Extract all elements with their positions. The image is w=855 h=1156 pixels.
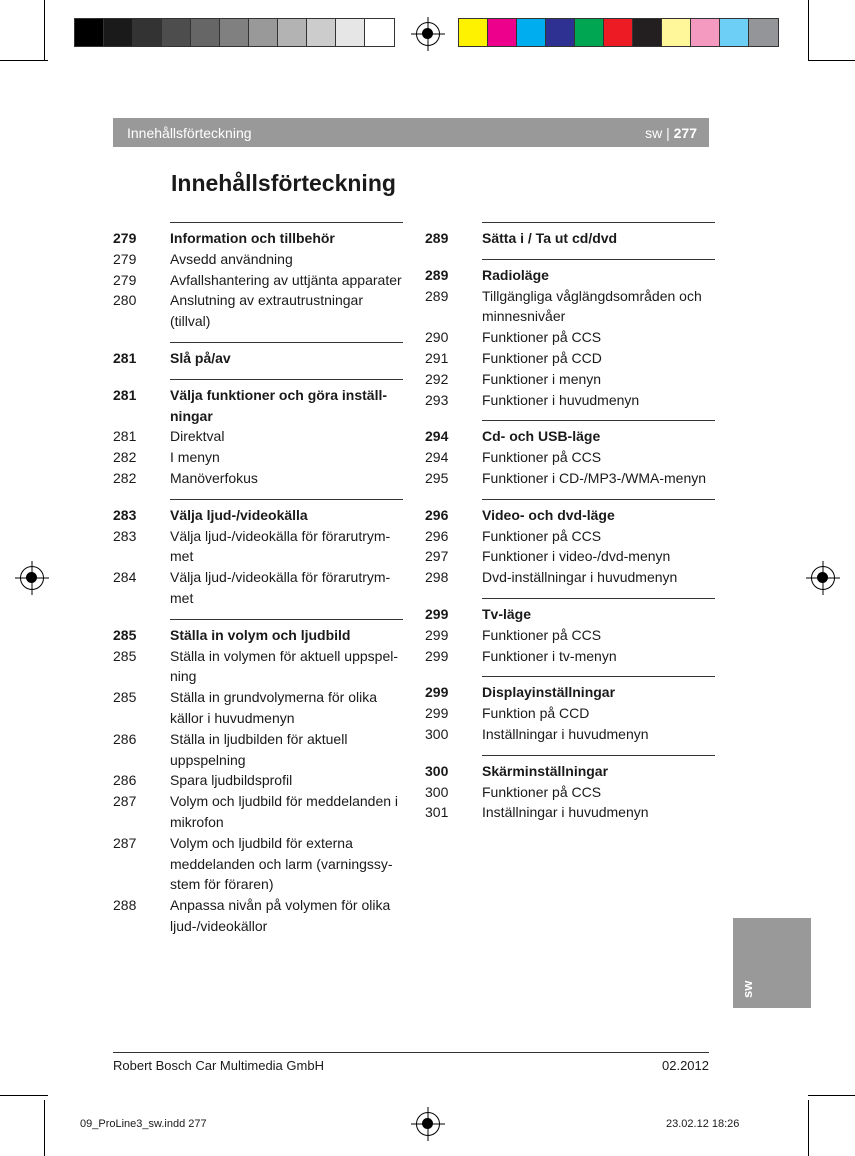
- toc-entry-title: Volym och ljudbild för externa meddelanden och larm (varningssy-stem för föraren): [170, 834, 393, 893]
- toc-entry-title: Funktioner i video-/dvd-menyn: [482, 548, 671, 565]
- toc-page-number: 299: [425, 605, 449, 622]
- registration-mark-icon: [811, 566, 835, 590]
- toc-entry: [113, 526, 403, 568]
- toc-page-number: 282: [113, 449, 137, 466]
- toc-section-heading: [113, 625, 403, 646]
- toc-page-number: 286: [113, 730, 137, 747]
- footer-company: Robert Bosch Car Multimedia GmbH: [113, 1058, 324, 1073]
- toc-entry-title: Funktioner i huvudmenyn: [482, 391, 640, 408]
- registration-mark-icon: [416, 1112, 440, 1136]
- color-swatch: [220, 19, 249, 46]
- toc-entry-title: Välja ljud-/videokälla för förarutrym-met: [170, 527, 391, 565]
- toc-page-number: 287: [113, 834, 137, 851]
- toc-page-number: 298: [425, 569, 449, 586]
- toc-page-number: 285: [113, 689, 137, 706]
- registration-mark-icon: [416, 22, 440, 46]
- toc-entry-title: Sätta i / Ta ut cd/dvd: [482, 230, 618, 246]
- color-swatch: [749, 19, 778, 46]
- toc-section-heading: [113, 385, 403, 427]
- toc-section-heading: [113, 228, 403, 249]
- toc-entry-title: Välja ljud-/videokälla: [170, 506, 308, 523]
- toc-section: [113, 499, 403, 619]
- toc-entry: [425, 348, 715, 369]
- toc-entry: [113, 729, 403, 771]
- toc-entry: [425, 369, 715, 390]
- color-swatch: [575, 19, 604, 46]
- toc-entry-title: Funktioner på CCS: [482, 626, 602, 643]
- slug-timestamp: 23.02.12 18:26: [666, 1118, 740, 1130]
- toc-entry-title: Funktioner på CCS: [482, 783, 602, 800]
- toc-entry-title: Video- och dvd-läge: [482, 506, 615, 523]
- toc-entry: [113, 447, 403, 468]
- toc-entry-title: Displayinställningar: [482, 684, 616, 701]
- color-swatch: [336, 19, 365, 46]
- toc-page-number: 299: [425, 684, 449, 701]
- toc-entry-title: Inställningar i huvudmenyn: [482, 725, 649, 742]
- toc-entry: [425, 286, 715, 328]
- color-swatch: [633, 19, 662, 46]
- toc-entry-title: Ställa in ljudbilden för aktuell uppspelning: [170, 730, 348, 768]
- toc-entry-title: Funktioner på CCS: [482, 449, 602, 466]
- toc-entry: [425, 625, 715, 646]
- toc-entry-title: Anpassa nivån på volymen för olika ljud-/videokällor: [170, 897, 391, 934]
- toc-entry: [425, 646, 715, 667]
- toc-entry: [113, 687, 403, 729]
- footer-date: 02.2012: [662, 1058, 709, 1073]
- color-swatch: [307, 19, 336, 46]
- toc-section: [425, 259, 715, 421]
- side-tab-label: sw: [740, 980, 755, 998]
- toc-entry-title: Funktioner på CCD: [482, 349, 602, 366]
- toc-entry-title: Inställningar i huvudmenyn: [482, 804, 649, 821]
- toc-entry: [425, 546, 715, 567]
- toc-entry-title: Radioläge: [482, 266, 549, 283]
- toc-entry-title: Funktioner på CCS: [482, 527, 602, 544]
- toc-page-number: 300: [425, 783, 449, 800]
- toc-section: [113, 342, 403, 379]
- crop-mark: [0, 1095, 48, 1096]
- toc-page-number: 287: [113, 793, 137, 810]
- color-swatch: [278, 19, 307, 46]
- toc-entry: [425, 567, 715, 588]
- color-swatch: [365, 19, 394, 46]
- crop-mark: [808, 0, 809, 60]
- toc-page-number: 286: [113, 772, 137, 789]
- toc-entry-title: Tv-läge: [482, 605, 532, 622]
- toc-section: [425, 499, 715, 598]
- toc-page-number: 289: [425, 230, 449, 246]
- toc-entry: [113, 290, 403, 332]
- toc-page-number: 292: [425, 370, 449, 387]
- toc-page-number: 288: [113, 897, 137, 914]
- toc-page-number: 279: [113, 230, 137, 246]
- toc-section: [425, 598, 715, 676]
- toc-entry: [113, 833, 403, 895]
- toc-entry: [425, 468, 715, 489]
- toc-entry: [113, 895, 403, 937]
- toc-entry: [425, 390, 715, 411]
- header-page-info: sw | 277: [645, 124, 697, 141]
- toc-section: [425, 676, 715, 754]
- toc-page-number: 285: [113, 647, 137, 664]
- toc-entry: [425, 724, 715, 745]
- toc-entry-title: Cd- och USB-läge: [482, 428, 601, 445]
- toc-entry-title: Slå på/av: [170, 349, 231, 366]
- toc-column-left: [113, 222, 403, 947]
- toc-page-number: 284: [113, 569, 137, 586]
- toc-entry-title: Funktioner i tv-menyn: [482, 647, 617, 664]
- toc-entry-title: Spara ljudbildsprofil: [170, 772, 293, 789]
- toc-page-number: 297: [425, 548, 449, 565]
- toc-page-number: 281: [113, 386, 137, 403]
- toc-page-number: 296: [425, 506, 449, 523]
- crop-mark: [808, 1095, 855, 1096]
- color-swatch: [75, 19, 104, 46]
- toc-entry: [113, 468, 403, 489]
- toc-page-number: 283: [113, 527, 137, 544]
- color-swatch: [488, 19, 517, 46]
- toc-page-number: 289: [425, 287, 449, 304]
- slug-filename: 09_ProLine3_sw.indd 277: [80, 1118, 207, 1130]
- crop-mark: [0, 60, 48, 61]
- toc-entry-title: Skärminställningar: [482, 762, 609, 779]
- toc-entry: [113, 567, 403, 609]
- page-title: Innehållsförteckning: [171, 170, 396, 196]
- toc-entry: [425, 802, 715, 823]
- toc-entry-title: Ställa in volymen för aktuell uppspel-ning: [170, 647, 399, 685]
- running-header: [113, 118, 709, 147]
- toc-entry-title: I menyn: [170, 449, 220, 466]
- toc-page-number: 293: [425, 391, 449, 408]
- toc-section-heading: [113, 348, 403, 369]
- crop-mark: [44, 0, 45, 60]
- toc-page-number: 299: [425, 705, 449, 722]
- toc-entry: [113, 426, 403, 447]
- color-swatch: [104, 19, 133, 46]
- toc-entry-title: Ställa in grundvolymerna för olika källor i huvudmenyn: [170, 689, 377, 726]
- language-side-tab: [733, 918, 811, 1008]
- toc-entry: [425, 447, 715, 468]
- process-color-bar: [458, 18, 779, 47]
- crop-mark: [808, 60, 855, 61]
- toc-entry: [425, 782, 715, 803]
- toc-page-number: 285: [113, 626, 137, 643]
- toc-page-number: 301: [425, 804, 449, 821]
- color-swatch: [162, 19, 191, 46]
- color-swatch: [662, 19, 691, 46]
- toc-entry-title: Tillgängliga våglängdsområden och minnesnivåer: [482, 287, 702, 325]
- crop-mark: [808, 1100, 809, 1156]
- toc-section: [113, 222, 403, 342]
- color-swatch: [191, 19, 220, 46]
- toc-entry-title: Funktioner i CD-/MP3-/WMA-menyn: [482, 469, 707, 486]
- toc-entry: [113, 270, 403, 291]
- toc-page-number: 300: [425, 725, 449, 742]
- toc-section-heading: [425, 426, 715, 447]
- toc-page-number: 294: [425, 428, 449, 445]
- toc-section-heading: [425, 265, 715, 286]
- toc-page-number: 299: [425, 626, 449, 643]
- header-section-title: Innehållsförteckning: [127, 124, 252, 141]
- toc-entry-title: Direktval: [170, 428, 225, 445]
- toc-entry-title: Funktioner i menyn: [482, 370, 602, 387]
- toc-page-number: 296: [425, 527, 449, 544]
- header-lang: sw: [645, 124, 663, 141]
- toc-section-heading: [113, 505, 403, 526]
- toc-entry-title: Anslutning av extrautrustningar (tillval): [170, 292, 363, 330]
- color-swatch: [604, 19, 633, 46]
- toc-entry: [425, 703, 715, 724]
- toc-page-number: 283: [113, 506, 137, 523]
- crop-mark: [44, 1100, 45, 1156]
- toc-page-number: 282: [113, 469, 137, 486]
- toc-page-number: 295: [425, 469, 449, 486]
- toc-entry-title: Funktion på CCD: [482, 705, 590, 722]
- toc-section: [425, 222, 715, 259]
- toc-page-number: 290: [425, 329, 449, 346]
- toc-entry-title: Välja ljud-/videokälla för förarutrym-met: [170, 569, 391, 606]
- toc-page-number: 300: [425, 762, 449, 779]
- toc-section: [113, 619, 403, 947]
- toc-entry-title: Manöverfokus: [170, 469, 258, 486]
- toc-entry-title: Funktioner på CCS: [482, 329, 602, 346]
- toc-entry-title: Avfallshantering av uttjänta apparater: [170, 271, 402, 288]
- toc-entry: [113, 770, 403, 791]
- toc-page-number: 279: [113, 250, 137, 267]
- toc-page-number: 299: [425, 647, 449, 664]
- toc-page-number: 294: [425, 449, 449, 466]
- color-swatch: [459, 19, 488, 46]
- toc-page-number: 281: [113, 349, 137, 366]
- toc-entry-title: Avsedd användning: [170, 250, 293, 267]
- toc-section-heading: [425, 682, 715, 703]
- toc-section: [425, 420, 715, 498]
- toc-entry-title: Information och tillbehör: [170, 230, 335, 246]
- toc-entry-title: Dvd-inställningar i huvudmenyn: [482, 569, 678, 586]
- toc-page-number: 289: [425, 266, 449, 283]
- toc-entry-title: Volym och ljudbild för meddelanden i mikrofon: [170, 793, 399, 830]
- toc-section: [113, 379, 403, 499]
- toc-entry: [113, 791, 403, 833]
- toc-page-number: 281: [113, 428, 137, 445]
- toc-section-heading: [425, 604, 715, 625]
- color-swatch: [546, 19, 575, 46]
- color-swatch: [720, 19, 749, 46]
- toc-column-right: [425, 222, 715, 833]
- toc-entry: [425, 327, 715, 348]
- toc-page-number: 291: [425, 349, 449, 366]
- header-page-number: 277: [673, 124, 697, 141]
- footer-rule: [113, 1052, 709, 1053]
- color-swatch: [133, 19, 162, 46]
- toc-page-number: 280: [113, 292, 137, 309]
- toc-page-number: 279: [113, 271, 137, 288]
- toc-entry: [113, 249, 403, 270]
- registration-mark-icon: [20, 566, 44, 590]
- toc-section-heading: [425, 505, 715, 526]
- toc-entry: [425, 526, 715, 547]
- toc-entry-title: Ställa in volym och ljudbild: [170, 626, 351, 643]
- toc-entry: [113, 646, 403, 688]
- color-swatch: [691, 19, 720, 46]
- toc-section-heading: [425, 228, 715, 249]
- toc-section-heading: [425, 761, 715, 782]
- color-swatch: [517, 19, 546, 46]
- toc-section: [425, 755, 715, 833]
- gray-color-bar: [74, 18, 395, 47]
- color-swatch: [249, 19, 278, 46]
- toc-entry-title: Välja funktioner och göra inställ-ningar: [170, 386, 388, 424]
